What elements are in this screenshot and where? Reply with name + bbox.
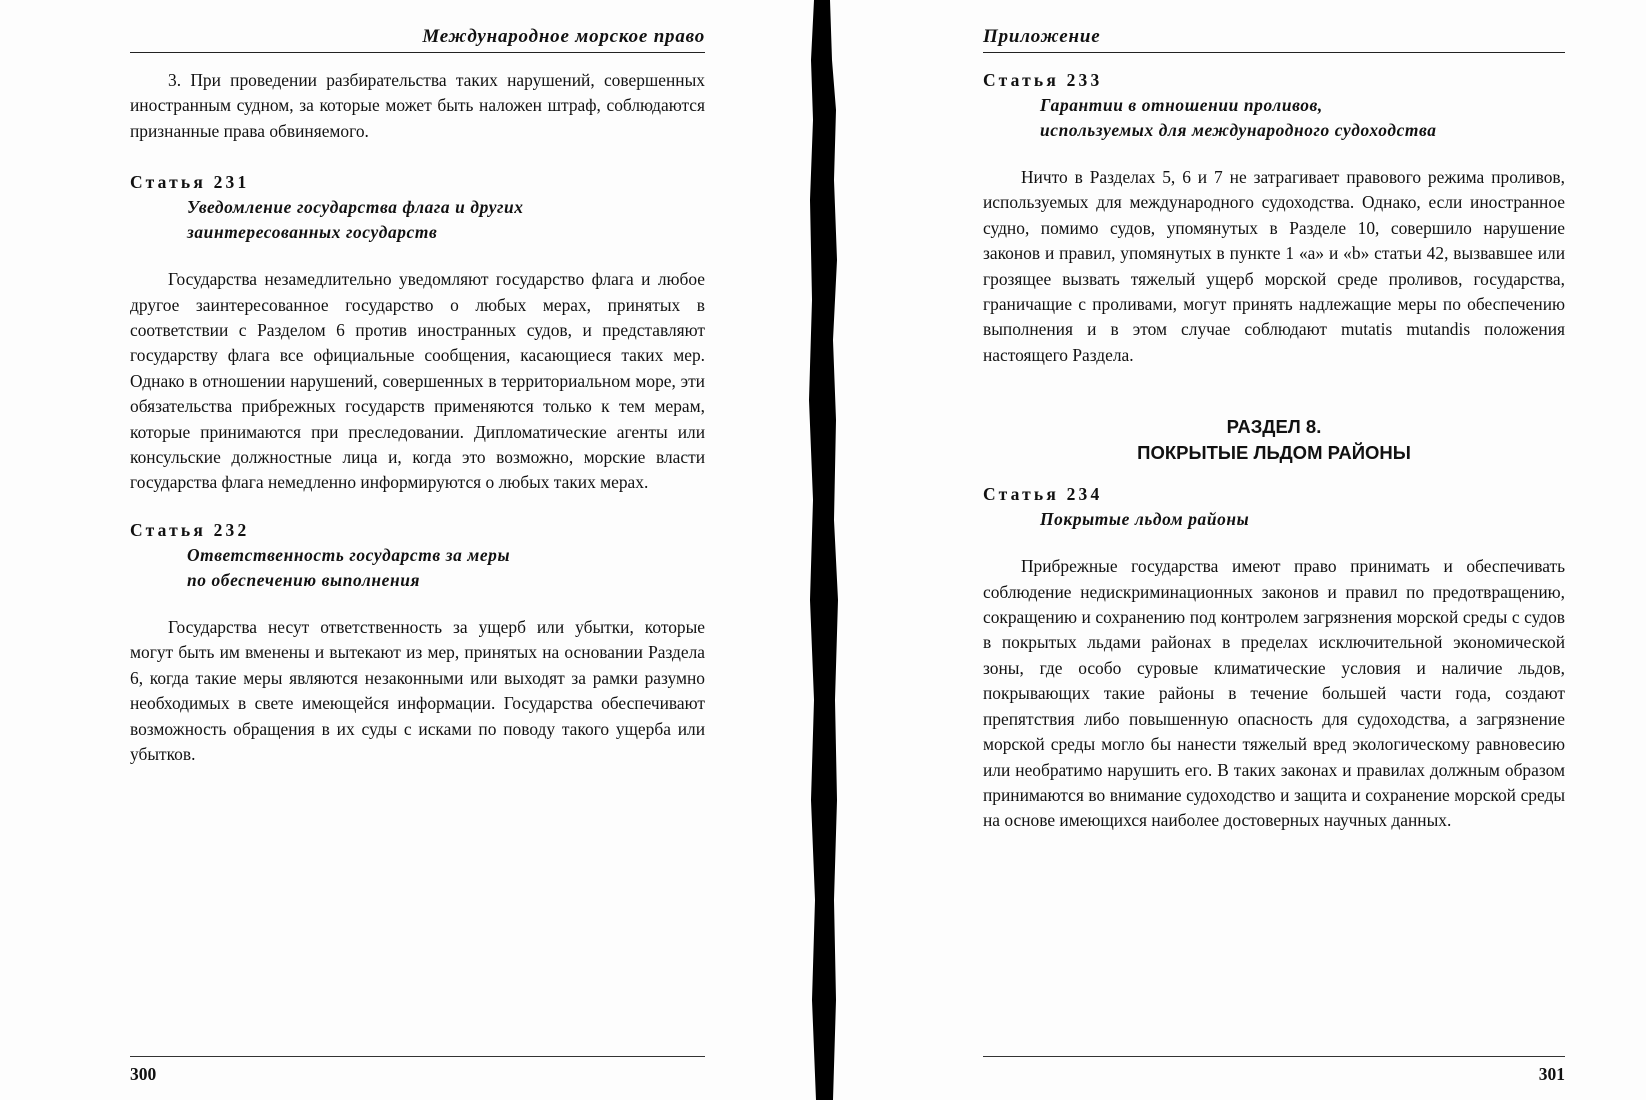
article-233-title-line-2: используемых для международного судоходства [1040,120,1437,140]
section-8-heading-line-2: ПОКРЫТЫЕ ЛЬДОМ РАЙОНЫ [1137,442,1411,464]
left-running-head: Международное морское право [130,26,705,53]
left-page-content [130,68,705,767]
article-231-paragraph: Государства незамедлительно уведомляют государство флага и любое другое заинтересованное государство о любых мерах, принятых в соответствии с Разделом 6 против иностранных судов, и представляют государству флага все официальные сообщения, касающиеся таких мер. Однако в отношении нарушений, совершенных в территориальном море, эти обязательства прибрежных государств применяются только к тем мерам, которые принимаются при преследовании. Дипломатические агенты или консульские должностные лица и, когда это возможно, морские власти государства флага немедленно информируются о любых таких мерах. [130,269,705,493]
article-232-title-line-1: Ответственность государств за меры [187,544,511,565]
right-page-content [983,68,1565,834]
right-page-number: 301 [1538,1064,1565,1084]
article-232-title-line-2: по обеспечению выполнения [187,569,421,590]
left-page [130,0,705,1100]
article-233-paragraph: Ничто в Разделах 5, 6 и 7 не затрагивает правового режима проливов, используемых для международного судоходства. Однако, если иностранное судно, помимо судов, упомянутых в Разделе 10, совершило нарушение законов и правил, упомянутых в пункте 1 «a» и «b» статьи 42, вызвавшее или грозящее вызвать тяжелый ущерб морской среде проливов, государства, граничащие с проливами, могут принять надлежащие меры по обеспечению выполнения и в этом случае соблюдают mutatis mutandis положения настоящего Раздела. [983,167,1565,365]
article-232-label: Статья 232 [130,519,250,540]
section-8-heading-line-1: РАЗДЕЛ 8. [1226,416,1322,438]
article-232-paragraph: Государства несут ответственность за ущерб или убытки, которые могут быть им вменены и вытекают из мер, принятых на основании Раздела 6, когда такие меры являются незаконными или выходят за рамки разумно необходимых в свете имеющейся информации. Государства обеспечивают возможность обращения в их суды с исками по поводу такого ущерба или убытков. [130,616,705,764]
right-footer-rule [983,1056,1565,1057]
article-231-title-line-1: Уведомление государства флага и других [187,197,524,218]
article-233-title-line-1: Гарантии в отношении проливов, [1040,95,1323,115]
book-gutter-shadow [800,0,848,1100]
article-233-label: Статья 233 [983,70,1103,90]
article-231-title-line-2: заинтересованных государств [187,222,438,243]
intro-paragraph: 3. При проведении разбирательства таких нарушений, совершенных иностранным судном, за которые может быть наложен штраф, соблюдаются признанные права обвиняемого. [130,70,705,141]
article-234-paragraph: Прибрежные государства имеют право принимать и обеспечивать соблюдение недискриминационных законов и правил по предотвращению, сокращению и сохранению под контролем загрязнения морской среды с судов в покрытых льдами районах в пределах исключительной экономической зоны, где особо суровые климатические условия и наличие льдов, покрывающих такие районы в течение большей части года, создают препятствия либо повышенную опасность для судоходства, а загрязнение морской среды могло бы нанести тяжелый вред экологическому равновесию или необратимо нарушить его. В таких законах и правилах должным образом принимаются во внимание судоходство и защита и сохранение морской среды на основе имеющихся наиболее достоверных научных данных. [983,556,1565,831]
right-running-head: Приложение [983,26,1565,53]
left-page-number: 300 [130,1064,157,1084]
right-page [983,0,1565,1100]
article-234-label: Статья 234 [983,484,1103,505]
article-231-label: Статья 231 [130,172,250,193]
article-234-title-line-1: Покрытые льдом районы [1040,509,1250,530]
left-footer-rule [130,1056,705,1057]
